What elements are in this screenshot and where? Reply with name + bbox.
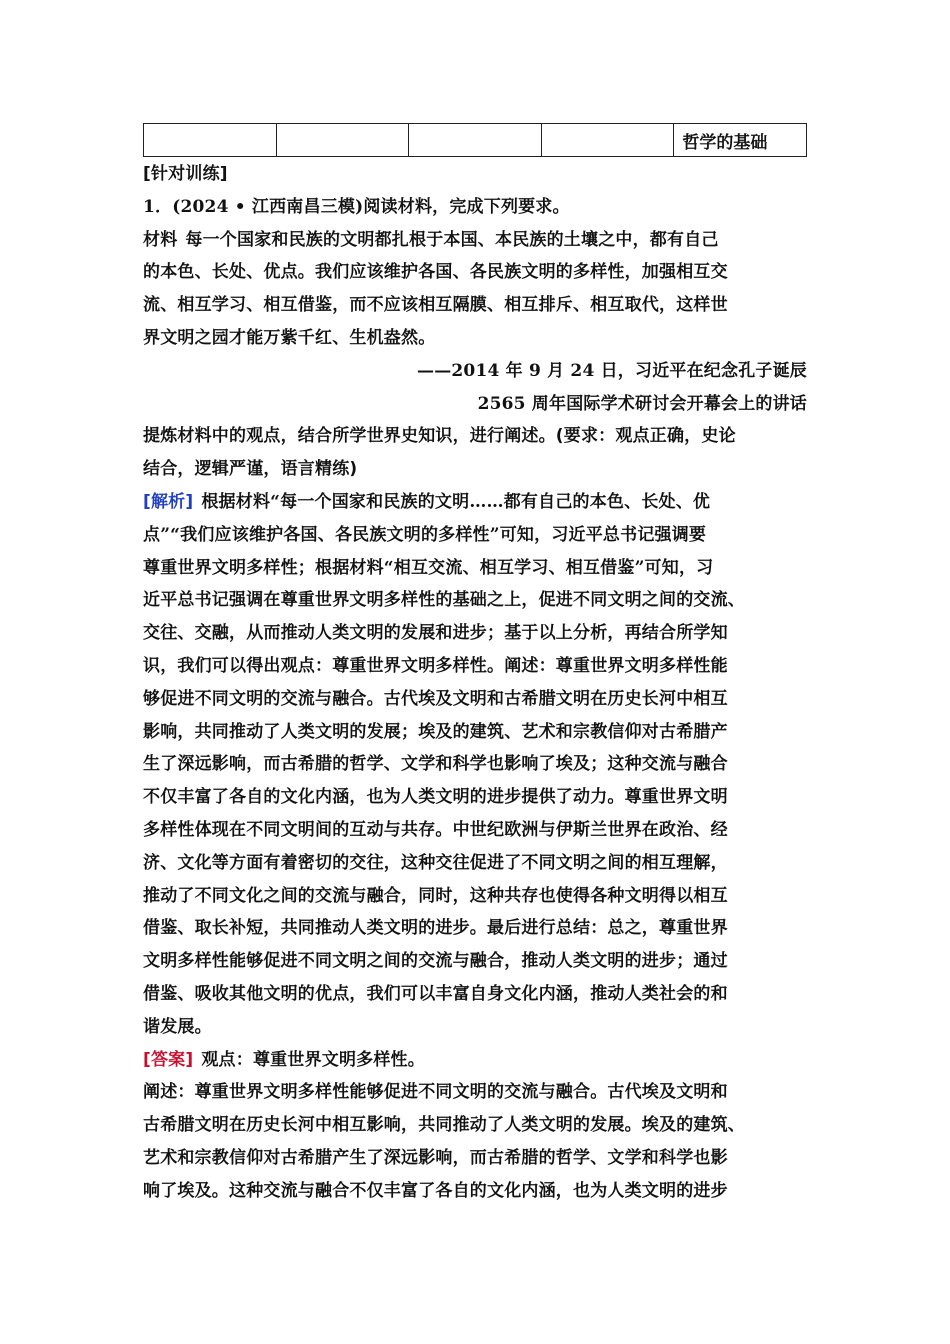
analysis-line: 影响，共同推动了人类文明的发展；埃及的建筑、艺术和宗教信仰对古希腊产 bbox=[143, 721, 728, 742]
table-cell bbox=[276, 124, 409, 157]
table-row bbox=[144, 124, 807, 157]
material-source: 2565 周年国际学术研讨会开幕会上的讲话 bbox=[477, 393, 807, 414]
continuation-table bbox=[143, 123, 807, 157]
analysis-line: 谐发展。 bbox=[143, 1016, 212, 1037]
analysis-line: 推动了不同文化之间的交流与融合，同时，这种共存也使得各种文明得以相互 bbox=[143, 885, 728, 906]
material-source: ——2014 年 9 月 24 日，习近平在纪念孔子诞辰 bbox=[417, 360, 807, 381]
material-line: 的本色、长处、优点。我们应该维护各国、各民族文明的多样性，加强相互交 bbox=[143, 262, 728, 283]
analysis-text: 根据材料“每一个国家和民族的文明……都有自己的本色、长处、优 bbox=[201, 491, 711, 512]
question-prompt: 阅读材料，完成下列要求。 bbox=[363, 196, 570, 217]
answer-viewpoint: 观点：尊重世界文明多样性。 bbox=[201, 1049, 425, 1070]
analysis-line: 借鉴、取长补短，共同推动人类文明的进步。最后进行总结：总之，尊重世界 bbox=[143, 918, 728, 939]
analysis-label: [解析] bbox=[143, 491, 194, 512]
question-source: (2024 • 江西南昌三模) bbox=[172, 196, 364, 217]
analysis-line: 多样性体现在不同文明间的互动与共存。中世纪欧洲与伊斯兰世界在政治、经 bbox=[143, 819, 728, 840]
answer-label: [答案] bbox=[143, 1049, 194, 1070]
analysis-line: 借鉴、吸收其他文明的优点，我们可以丰富自身文化内涵，推动人类社会的和 bbox=[143, 983, 728, 1004]
analysis-line: 文明多样性能够促进不同文明之间的交流与融合，推动人类文明的进步；通过 bbox=[143, 951, 728, 972]
question-line bbox=[143, 191, 807, 224]
requirement-line: 结合，逻辑严谨，语言精练) bbox=[143, 459, 358, 480]
table-cell bbox=[409, 124, 542, 157]
table-cell: 哲学的基础 bbox=[674, 124, 807, 157]
answer-line: 阐述：尊重世界文明多样性能够促进不同文明的交流与融合。古代埃及文明和 bbox=[143, 1082, 728, 1103]
analysis-line: 尊重世界文明多样性；根据材料“相互交流、相互学习、相互借鉴”可知，习 bbox=[143, 557, 714, 578]
answer-line: 响了埃及。这种交流与融合不仅丰富了各自的文化内涵，也为人类文明的进步 bbox=[143, 1180, 728, 1201]
material-line: 流、相互学习、相互借鉴，而不应该相互隔膜、相互排斥、相互取代，这样世 bbox=[143, 295, 728, 316]
table-cell bbox=[541, 124, 674, 157]
material-line bbox=[143, 224, 807, 257]
analysis-line: 交往、交融，从而推动人类文明的发展和进步；基于以上分析，再结合所学知 bbox=[143, 623, 728, 644]
table-cell bbox=[144, 124, 277, 157]
material-label: 材料 bbox=[143, 229, 178, 250]
answer-line bbox=[143, 1044, 807, 1077]
requirement-line: 提炼材料中的观点，结合所学世界史知识，进行阐述。(要求：观点正确，史论 bbox=[143, 426, 736, 447]
analysis-line: 近平总书记强调在尊重世界文明多样性的基础之上，促进不同文明之间的交流、 bbox=[143, 590, 745, 611]
training-header: [针对训练] bbox=[143, 164, 228, 184]
question-number: 1． bbox=[143, 196, 173, 217]
analysis-line bbox=[143, 486, 807, 519]
analysis-line: 够促进不同文明的交流与融合。古代埃及文明和古希腊文明在历史长河中相互 bbox=[143, 688, 728, 709]
document-body bbox=[143, 158, 807, 1208]
material-line: 界文明之园才能万紫千红、生机盎然。 bbox=[143, 327, 436, 348]
analysis-line: 济、文化等方面有着密切的交往，这种交往促进了不同文明之间的相互理解， bbox=[143, 852, 728, 873]
answer-line: 艺术和宗教信仰对古希腊产生了深远影响，而古希腊的哲学、文学和科学也影 bbox=[143, 1147, 728, 1168]
answer-line: 古希腊文明在历史长河中相互影响，共同推动了人类文明的发展。埃及的建筑、 bbox=[143, 1115, 745, 1136]
analysis-line: 生了深远影响，而古希腊的哲学、文学和科学也影响了埃及；这种交流与融合 bbox=[143, 754, 728, 775]
analysis-line: 不仅丰富了各自的文化内涵，也为人类文明的进步提供了动力。尊重世界文明 bbox=[143, 787, 728, 808]
analysis-line: 识，我们可以得出观点：尊重世界文明多样性。阐述：尊重世界文明多样性能 bbox=[143, 655, 728, 676]
material-text: 每一个国家和民族的文明都扎根于本国、本民族的土壤之中，都有自己 bbox=[185, 229, 719, 250]
analysis-line: 点”“我们应该维护各国、各民族文明的多样性”可知，习近平总书记强调要 bbox=[143, 524, 707, 545]
